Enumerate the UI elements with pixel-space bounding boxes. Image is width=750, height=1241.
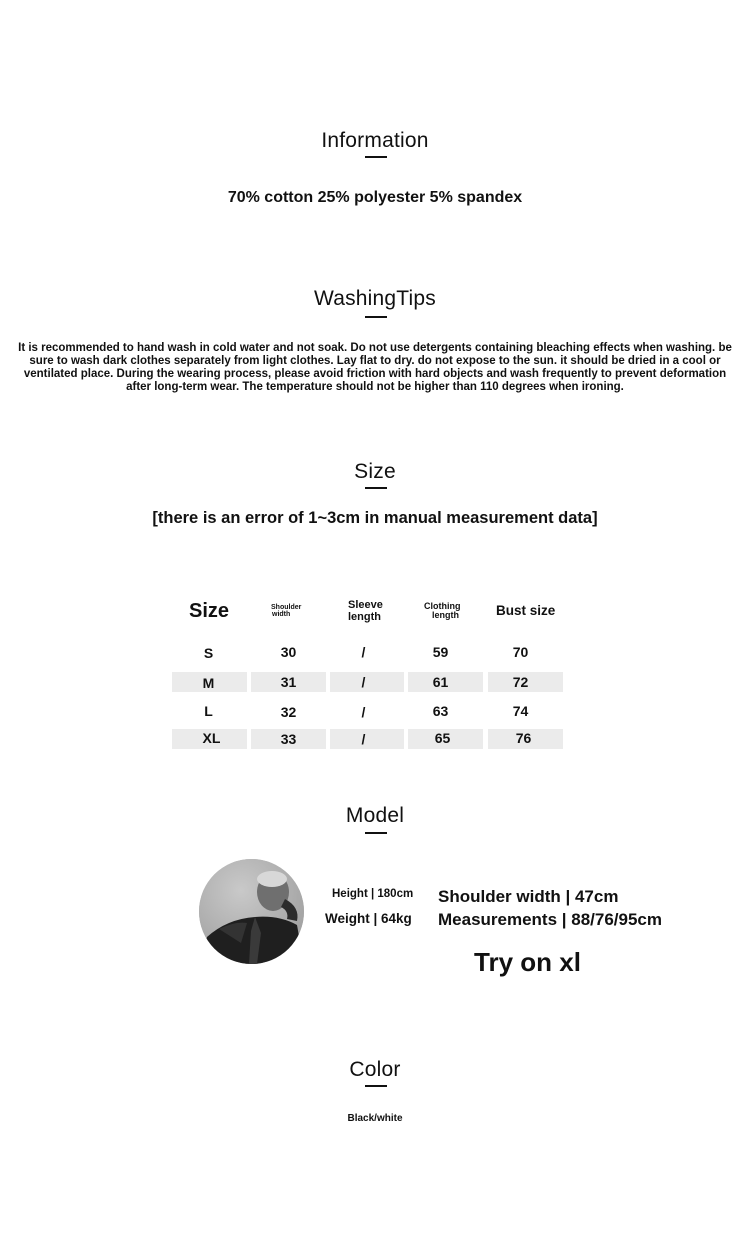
- cell-shoulder: 31: [280, 674, 297, 690]
- composition-text: 70% cotton 25% polyester 5% spandex: [227, 189, 523, 206]
- cell-shoulder: 32: [280, 704, 297, 720]
- header-clothing: [424, 602, 461, 621]
- size-divider: [365, 487, 387, 489]
- color-value: Black/white: [347, 1113, 403, 1124]
- header-sleeve-line2: length: [348, 610, 381, 623]
- cell-bust: 76: [515, 730, 532, 746]
- cell-clothing: 61: [432, 674, 449, 690]
- header-shoulder: [271, 604, 301, 619]
- cell-clothing: 63: [432, 703, 449, 719]
- try-on-size: Try on xl: [474, 947, 581, 977]
- information-divider: [365, 156, 387, 158]
- color-divider: [365, 1085, 387, 1087]
- header-bust: Bust size: [496, 603, 556, 618]
- header-shoulder-line2: width: [272, 611, 291, 619]
- washing-divider: [365, 316, 387, 318]
- model-divider: [365, 832, 387, 834]
- header-size: Size: [189, 600, 230, 622]
- cell-shoulder: 30: [280, 644, 297, 660]
- washing-title: WashingTips: [313, 287, 437, 310]
- header-shoulder-line1: Shoulder: [271, 604, 302, 611]
- size-title: Size: [354, 460, 396, 483]
- header-clothing-line1: Clothing: [424, 601, 461, 611]
- color-title: Color: [349, 1058, 401, 1081]
- cell-size: XL: [202, 730, 221, 746]
- cell-sleeve: /: [361, 731, 366, 747]
- cell-bust: 74: [512, 703, 529, 719]
- information-title: Information: [321, 129, 429, 152]
- cell-bust: 72: [512, 674, 529, 690]
- header-sleeve-line1: Sleeve: [348, 599, 383, 611]
- washing-text: It is recommended to hand wash in cold water and not soak. Do not use detergents containing bleaching effects when washing. be sure to wash dark clothes separately from light clothes. Lay flat to dry. do not expose to the sun. it should be dried in a cool or ventilated place. During the wearing process, please avoid friction with hard objects and wash frequently to prevent deformation after long-term wear. The temperature should not be higher than 110 degrees when ironing.: [18, 342, 732, 393]
- cell-size: S: [203, 645, 214, 661]
- model-title: Model: [345, 804, 405, 827]
- model-height: Height | 180cm: [332, 888, 414, 900]
- model-weight: Weight | 64kg: [325, 911, 412, 926]
- cell-clothing: 59: [432, 644, 449, 660]
- model-photo-icon: [199, 859, 304, 964]
- cell-size: M: [202, 675, 215, 691]
- model-measurements: Measurements | 88/76/95cm: [438, 910, 662, 929]
- cell-shoulder: 33: [280, 731, 297, 747]
- cell-size: L: [204, 703, 213, 719]
- cell-bust: 70: [512, 644, 529, 660]
- header-clothing-line2: length: [432, 610, 459, 621]
- header-sleeve: [348, 600, 383, 623]
- cell-sleeve: /: [361, 704, 366, 720]
- cell-sleeve: /: [361, 644, 366, 660]
- measurement-note: [there is an error of 1~3cm in manual measurement data]: [152, 509, 598, 527]
- model-avatar: [199, 859, 304, 964]
- cell-clothing: 65: [434, 730, 451, 746]
- cell-sleeve: /: [361, 674, 366, 690]
- model-shoulder: Shoulder width | 47cm: [438, 887, 619, 906]
